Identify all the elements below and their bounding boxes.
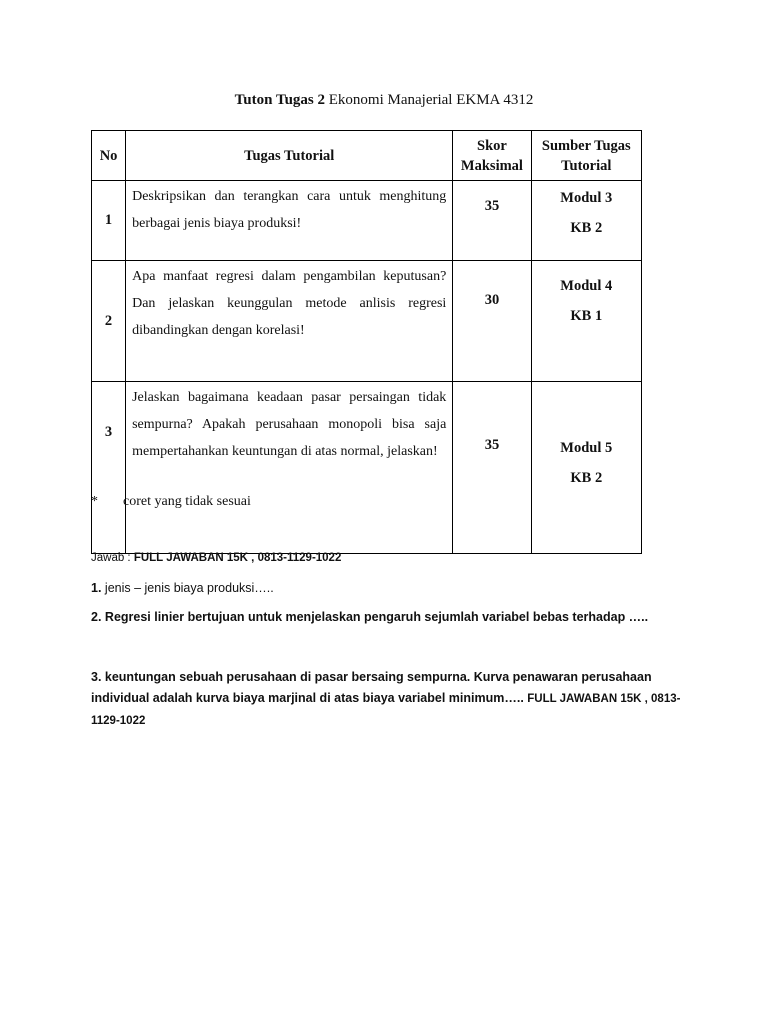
answer-price-contact: FULL JAWABAN 15K , 0813-1129-1022 (133, 552, 342, 564)
footnote-text: coret yang tidak sesuai (123, 494, 251, 509)
source-kb: KB 2 (570, 220, 603, 236)
header-source-line1: Sumber Tugas (541, 137, 631, 154)
header-task: Tugas Tutorial (126, 131, 453, 181)
row-number: 2 (92, 261, 126, 382)
header-source-line2: Tutorial (561, 157, 612, 174)
source-cell (531, 261, 641, 382)
max-score: 35 (453, 382, 531, 554)
header-source (531, 131, 641, 181)
max-score: 30 (453, 261, 531, 382)
header-skor-line1: Skor (477, 137, 507, 154)
table-row (92, 261, 642, 382)
task-text: Jelaskan bagaimana keadaan pasar persaingan tidak sempurna? Apakah perusahaan monopoli bisa saja mempertahankan keuntungan di atas normal, jelaskan! (126, 382, 453, 554)
task-table (91, 130, 642, 554)
answer-1 (91, 581, 691, 595)
answer-3-contact: FULL JAWABAN 15K , 0813-1129-1022 (91, 693, 681, 727)
source-cell (531, 382, 641, 554)
source-cell (531, 181, 641, 261)
answer-label: Jawab : (91, 552, 134, 564)
document-title (0, 92, 768, 109)
answer-2 (91, 610, 691, 624)
row-number: 1 (92, 181, 126, 261)
answer-1-number: 1. (91, 581, 102, 595)
footnote-asterisk: * (91, 494, 98, 509)
table-row (92, 181, 642, 261)
answer-2-text: Regresi linier bertujuan untuk menjelaskan pengaruh sejumlah variabel bebas terhadap ….. (101, 610, 649, 624)
table-header-row (92, 131, 642, 181)
answer-3 (91, 667, 691, 732)
header-skor-line2: Maksimal (460, 157, 523, 174)
title-bold: Tuton Tugas 2 (234, 92, 326, 108)
task-text: Apa manfaat regresi dalam pengambilan keputusan? Dan jelaskan keunggulan metode anlisis regresi dibandingkan dengan korelasi! (126, 261, 453, 382)
answer-1-text: jenis – jenis biaya produksi….. (101, 581, 274, 595)
source-kb: KB 1 (570, 308, 603, 324)
max-score: 35 (453, 181, 531, 261)
source-modul: Modul 3 (560, 190, 613, 206)
table-row (92, 382, 642, 554)
row-number: 3 (92, 382, 126, 554)
answer-2-number: 2. (91, 610, 102, 624)
footnote (91, 494, 251, 510)
answer-heading (91, 552, 691, 564)
source-modul: Modul 4 (560, 278, 613, 294)
header-skor (453, 131, 531, 181)
header-no: No (92, 131, 126, 181)
source-kb: KB 2 (570, 470, 603, 486)
title-rest: Ekonomi Manajerial EKMA 4312 (325, 92, 534, 108)
source-modul: Modul 5 (560, 440, 613, 456)
answer-3-text: 3. keuntungan sebuah perusahaan di pasar bersaing sempurna. Kurva penawaran perusahaan individual adalah kurva biaya marjinal di atas biaya variabel minimum….. (91, 670, 652, 705)
task-text: Deskripsikan dan terangkan cara untuk menghitung berbagai jenis biaya produksi! (126, 181, 453, 261)
